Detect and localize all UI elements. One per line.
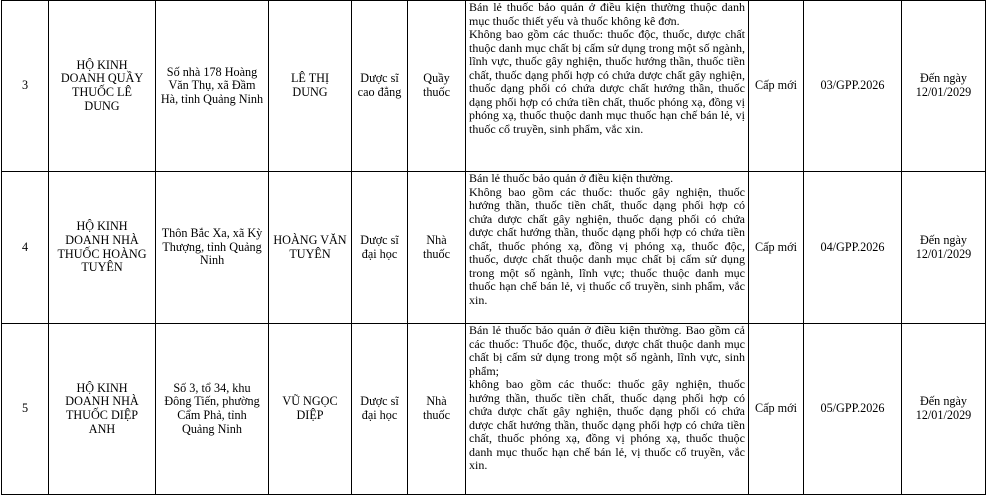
- row-number: 4: [2, 172, 49, 324]
- business-scope: [466, 172, 749, 324]
- scope-paragraph: Bán lẻ thuốc bảo quản ở điều kiện thường. Bao gồm cả các thuốc: Thuốc độc, thuốc, dược chất thuộc danh mục chất bị cấm sử dụng trong một số ngành, lĩnh vực, sinh phẩm;: [469, 323, 745, 378]
- issuance-form: Cấp mới: [749, 172, 804, 324]
- validity-date: Đến ngày 12/01/2029: [902, 172, 986, 324]
- row-number: 3: [2, 1, 49, 172]
- certificate-number: 04/GPP.2026: [804, 172, 902, 324]
- establishment-name: HỘ KINH DOANH NHÀ THUỐC HOÀNG TUYÊN: [49, 172, 156, 324]
- professional-qualification: Dược sĩ đại học: [352, 324, 408, 495]
- scope-paragraph: Bán lẻ thuốc bảo quản ở điều kiện thường.: [469, 171, 674, 185]
- establishment-address: Số nhà 178 Hoàng Văn Thụ, xã Đầm Hà, tỉnh Quảng Ninh: [156, 1, 269, 172]
- establishment-address: Thôn Bắc Xa, xã Kỳ Thượng, tỉnh Quảng Ninh: [156, 172, 269, 324]
- issuance-form: Cấp mới: [749, 1, 804, 172]
- table-row: [2, 172, 986, 324]
- professional-qualification: Dược sĩ cao đẳng: [352, 1, 408, 172]
- business-scope: [466, 1, 749, 172]
- pharmacy-license-table: [1, 0, 986, 495]
- establishment-type: Nhà thuốc: [408, 324, 466, 495]
- validity-date: Đến ngày 12/01/2029: [902, 1, 986, 172]
- responsible-person: VŨ NGỌC DIỆP: [269, 324, 352, 495]
- issuance-form: Cấp mới: [749, 324, 804, 495]
- scope-paragraph: Không bao gồm các thuốc: thuốc độc, thuốc, dược chất thuộc danh mục chất bị cấm sử dụng trong một số ngành, lĩnh vực, thuốc gây nghiện, thuốc hướng thần, thuốc tiền chất, thuốc dạng phối hợp có chứa dược chất gây nghiện, thuốc dạng phối có chứa dược chất hướng thần, thuốc dạng phối hợp có chứa tiền chất, thuốc phóng xạ, đồng vị phóng xạ, thuốc thuộc danh mục thuốc hạn chế bán lẻ, vị thuốc cổ truyền, sinh phẩm, vắc xin.: [469, 27, 745, 136]
- scope-paragraph: không bao gồm các thuốc: thuốc gây nghiện, thuốc hướng thần, thuốc tiền chất, thuốc dạng phối hợp có chứa dược chất gây nghiện, thuốc dạng phối có chứa dược chất hướng thần, thuốc dạng phối hợp có chứa tiền chất, thuốc phóng xạ, đồng vị phóng xạ, thuốc thuộc danh mục thuốc hạn chế bán lẻ, vị thuốc cổ truyền, vắc xin.: [469, 377, 745, 473]
- certificate-number: 05/GPP.2026: [804, 324, 902, 495]
- table-row: [2, 324, 986, 495]
- certificate-number: 03/GPP.2026: [804, 1, 902, 172]
- establishment-address: Số 3, tổ 34, khu Đông Tiến, phường Cẩm Phả, tỉnh Quảng Ninh: [156, 324, 269, 495]
- responsible-person: LÊ THỊ DUNG: [269, 1, 352, 172]
- establishment-name: HỘ KINH DOANH NHÀ THUỐC DIỆP ANH: [49, 324, 156, 495]
- establishment-type: Nhà thuốc: [408, 172, 466, 324]
- establishment-type: Quầy thuốc: [408, 1, 466, 172]
- table-row: [2, 1, 986, 172]
- validity-date: Đến ngày 12/01/2029: [902, 324, 986, 495]
- row-number: 5: [2, 324, 49, 495]
- professional-qualification: Dược sĩ đại học: [352, 172, 408, 324]
- scope-paragraph: Không bao gồm các thuốc: thuốc gây nghiện, thuốc hướng thần, thuốc tiền chất, thuốc dạng phối hợp có chứa dược chất gây nghiện, thuốc dạng phối có chứa dược chất hướng thần, thuốc dạng phối hợp có chứa tiền chất, thuốc phóng xạ, đồng vị phóng xạ, thuốc độc, thuốc, dược chất thuộc danh mục chất bị cấm sử dụng trong một số ngành, lĩnh vực; thuốc thuộc danh mục thuốc hạn chế bán lẻ, vị thuốc cổ truyền, sinh phẩm, vắc xin.: [469, 184, 745, 307]
- scope-paragraph: Bán lẻ thuốc bảo quản ở điều kiện thường thuộc danh mục thuốc thiết yếu và thuốc không kê đơn.: [469, 0, 745, 28]
- establishment-name: HỘ KINH DOANH QUẦY THUỐC LÊ DUNG: [49, 1, 156, 172]
- business-scope: [466, 324, 749, 495]
- responsible-person: HOÀNG VĂN TUYÊN: [269, 172, 352, 324]
